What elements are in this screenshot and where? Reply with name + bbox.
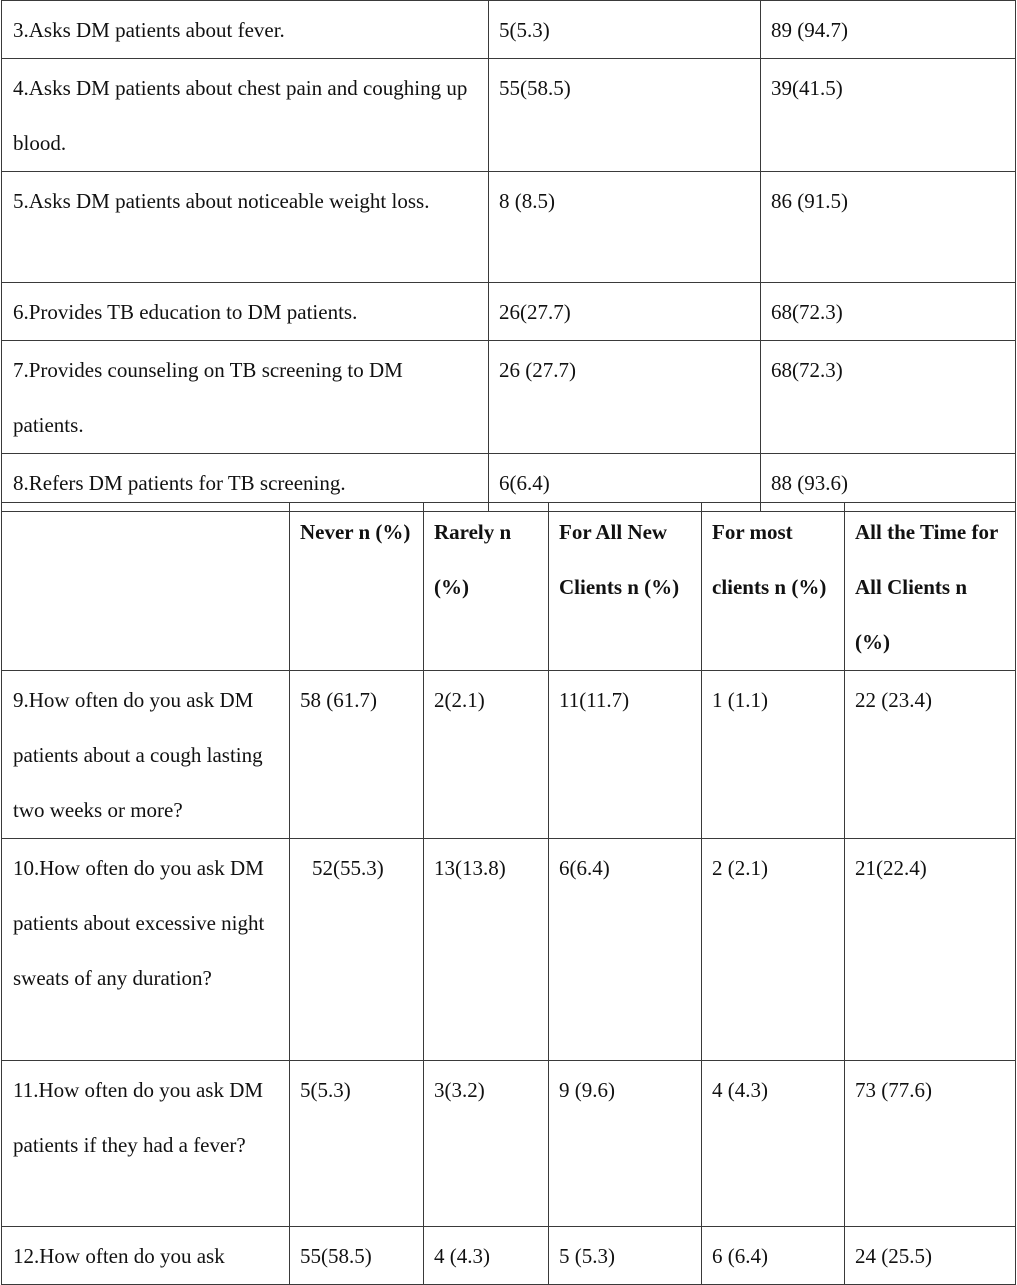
question-cell: 6.Provides TB education to DM patients. <box>2 283 489 341</box>
yes-no-practice-table <box>1 0 1016 512</box>
value-cell: 52(55.3) <box>290 839 424 1061</box>
value-cell: 39(41.5) <box>761 59 1016 172</box>
value-cell: 4 (4.3) <box>702 1061 845 1227</box>
frequency-practice-table <box>1 502 1016 1285</box>
question-cell: 11.How often do you ask DM patients if they had a fever? <box>2 1061 290 1227</box>
value-cell: 4 (4.3) <box>424 1227 549 1285</box>
value-cell: 22 (23.4) <box>845 671 1016 839</box>
value-cell: 68(72.3) <box>761 283 1016 341</box>
value-cell: 89 (94.7) <box>761 1 1016 59</box>
header-cell-empty <box>2 503 290 671</box>
question-cell: 10.How often do you ask DM patients about excessive night sweats of any duration? <box>2 839 290 1061</box>
value-cell: 11(11.7) <box>549 671 702 839</box>
header-cell-all-new-clients: For All New Clients n (%) <box>549 503 702 671</box>
question-cell: 5.Asks DM patients about noticeable weight loss. <box>2 172 489 283</box>
value-cell: 58 (61.7) <box>290 671 424 839</box>
table-row <box>2 839 1016 1061</box>
table-row <box>2 671 1016 839</box>
value-cell: 55(58.5) <box>290 1227 424 1285</box>
value-cell: 2 (2.1) <box>702 839 845 1061</box>
header-cell-never: Never n (%) <box>290 503 424 671</box>
value-cell: 21(22.4) <box>845 839 1016 1061</box>
question-cell: 3.Asks DM patients about fever. <box>2 1 489 59</box>
value-cell: 6 (6.4) <box>702 1227 845 1285</box>
question-cell: 12.How often do you ask <box>2 1227 290 1285</box>
value-cell: 55(58.5) <box>489 59 761 172</box>
value-cell: 88 (93.6) <box>761 454 1016 512</box>
value-cell: 24 (25.5) <box>845 1227 1016 1285</box>
table-row <box>2 283 1016 341</box>
header-cell-rarely: Rarely n (%) <box>424 503 549 671</box>
question-cell: 7.Provides counseling on TB screening to DM patients. <box>2 341 489 454</box>
value-cell: 9 (9.6) <box>549 1061 702 1227</box>
value-cell: 3(3.2) <box>424 1061 549 1227</box>
table-row <box>2 59 1016 172</box>
table-row <box>2 1227 1016 1285</box>
header-cell-most-clients: For most clients n (%) <box>702 503 845 671</box>
table-row <box>2 1 1016 59</box>
value-cell: 26(27.7) <box>489 283 761 341</box>
value-cell: 6(6.4) <box>489 454 761 512</box>
value-cell: 5 (5.3) <box>549 1227 702 1285</box>
value-cell: 26 (27.7) <box>489 341 761 454</box>
header-cell-all-the-time: All the Time for All Clients n (%) <box>845 503 1016 671</box>
value-cell: 2(2.1) <box>424 671 549 839</box>
value-cell: 6(6.4) <box>549 839 702 1061</box>
value-cell: 73 (77.6) <box>845 1061 1016 1227</box>
value-cell: 1 (1.1) <box>702 671 845 839</box>
value-cell: 68(72.3) <box>761 341 1016 454</box>
table-row <box>2 1061 1016 1227</box>
table-row <box>2 172 1016 283</box>
question-cell: 4.Asks DM patients about chest pain and coughing up blood. <box>2 59 489 172</box>
value-cell: 8 (8.5) <box>489 172 761 283</box>
value-cell: 13(13.8) <box>424 839 549 1061</box>
value-cell: 86 (91.5) <box>761 172 1016 283</box>
question-cell: 8.Refers DM patients for TB screening. <box>2 454 489 512</box>
value-cell: 5(5.3) <box>290 1061 424 1227</box>
value-cell: 5(5.3) <box>489 1 761 59</box>
table-row <box>2 341 1016 454</box>
header-row <box>2 503 1016 671</box>
question-cell: 9.How often do you ask DM patients about a cough lasting two weeks or more? <box>2 671 290 839</box>
